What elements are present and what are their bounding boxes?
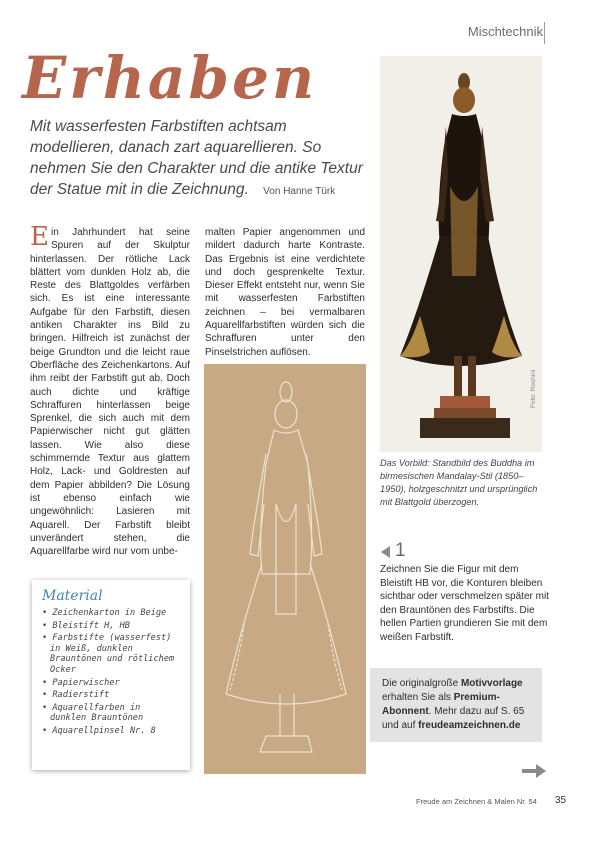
- lead-text: Mit wasserfesten Farbstiften achtsam modellieren, danach zart aquarellieren. So nehmen Sie den Charakter und die antike Textur der Statue mit in die Zeichnung.: [30, 118, 363, 198]
- lead-paragraph: [30, 116, 370, 202]
- step-number: 1: [395, 540, 406, 561]
- material-heading: Material: [42, 588, 103, 604]
- body-text-1: in Jahrhundert hat seine Spuren auf der Skulptur hinterlassen. Der rötliche Lack blättert vom dunklen Holz ab, die Reste des Blattgoldes verfärben sich. Es ist eine interessante Aufgabe für den Farbstift, diesen antiken Charakter ins Bild zu bringen. Hilfreich ist zunächst der beige Grundton und die leicht raue Oberfläche des Zeichenkartons. Auf ihm reibt der Farbstift gut ab. Doch auch dichte und kräftige Schraffuren hinterlassen beige Sprenkel, die sich auch mit dem Papierwischer nicht gut glätten lassen. Wie also diese schimmernde Textur aus glattem Holz, Lack- und Goldresten auf dem Papier abbilden? Die Lösung ist ebenso einfach wie ungewöhnlich: Lasieren mit Aquarell. Der Farbstift bleibt unverändert stehen, die Aquarellfarbe wird nur vom unbe-: [30, 227, 190, 558]
- material-item: • Bleistift H, HB: [42, 621, 180, 632]
- premium-promo-box: [370, 668, 542, 742]
- photo-caption: Das Vorbild: Standbild des Buddha im birmesischen Mandalay-Stil (1850–1950), holzgeschnitzt und ursprünglich mit Blattgold überzogen.: [380, 458, 538, 507]
- step-arrow-icon: [381, 546, 390, 558]
- promo-text: Die originalgroße: [382, 678, 459, 689]
- material-item: • Aquarellpinsel Nr. 8: [42, 726, 180, 737]
- drop-cap: E: [30, 222, 49, 252]
- page-number: 35: [555, 795, 567, 806]
- author-byline: Von Hanne Türk: [263, 186, 336, 197]
- pencil-sketch-image: [204, 364, 366, 774]
- body-column-2: malten Papier angenommen und mildert dadurch harte Kontraste. Das Ergebnis ist eine verdichtete und doch gesprenkelte Textur. Dieser Effekt entsteht nur, wenn Sie mit wasserfesten Farbstiften zeichnen – bei vermalbaren Aquarellfarbstiften würden sich die Schraffuren unter den Pinselstrichen auflösen.: [205, 227, 365, 358]
- material-item: • Radierstift: [42, 690, 180, 701]
- promo-highlight: Premium-Abonnent: [382, 692, 500, 717]
- next-page-arrow-icon[interactable]: [522, 764, 546, 778]
- body-column-1: [30, 222, 190, 558]
- page-title: Erhaben: [22, 44, 318, 112]
- magazine-footer: Freude am Zeichnen & Malen Nr. 54: [416, 797, 537, 806]
- material-item: • Papierwischer: [42, 678, 180, 689]
- buddha-statue-photo: [380, 56, 542, 452]
- promo-website-link[interactable]: freudeamzeichnen.de: [418, 720, 521, 731]
- material-item: • Zeichenkarton in Beige: [42, 608, 180, 619]
- step-instruction: Zeichnen Sie die Figur mit dem Bleistift HB vor, die Konturen bleiben sichtbar oder verschmelzen später mit den Brauntönen des Farbstifts. Die hellen Partien grundieren Sie mit dem weißen Farbstift.: [380, 564, 549, 643]
- promo-highlight: Motivvorlage: [460, 678, 523, 689]
- material-box: [32, 580, 190, 770]
- material-item: • Aquarellfarben in dunklen Brauntönen: [42, 703, 180, 724]
- material-item: • Farbstifte (wasserfest) in Weiß, dunklen Brauntönen und rötlichem Ocker: [42, 633, 180, 675]
- material-list: [42, 608, 180, 737]
- photo-credit: Foto: Roshini: [530, 369, 537, 408]
- promo-text: erhalten Sie als: [382, 692, 451, 703]
- promo-text: . Mehr dazu auf S. 65 und auf: [382, 706, 525, 731]
- section-divider: [544, 22, 545, 44]
- section-label: Mischtechnik: [467, 24, 543, 39]
